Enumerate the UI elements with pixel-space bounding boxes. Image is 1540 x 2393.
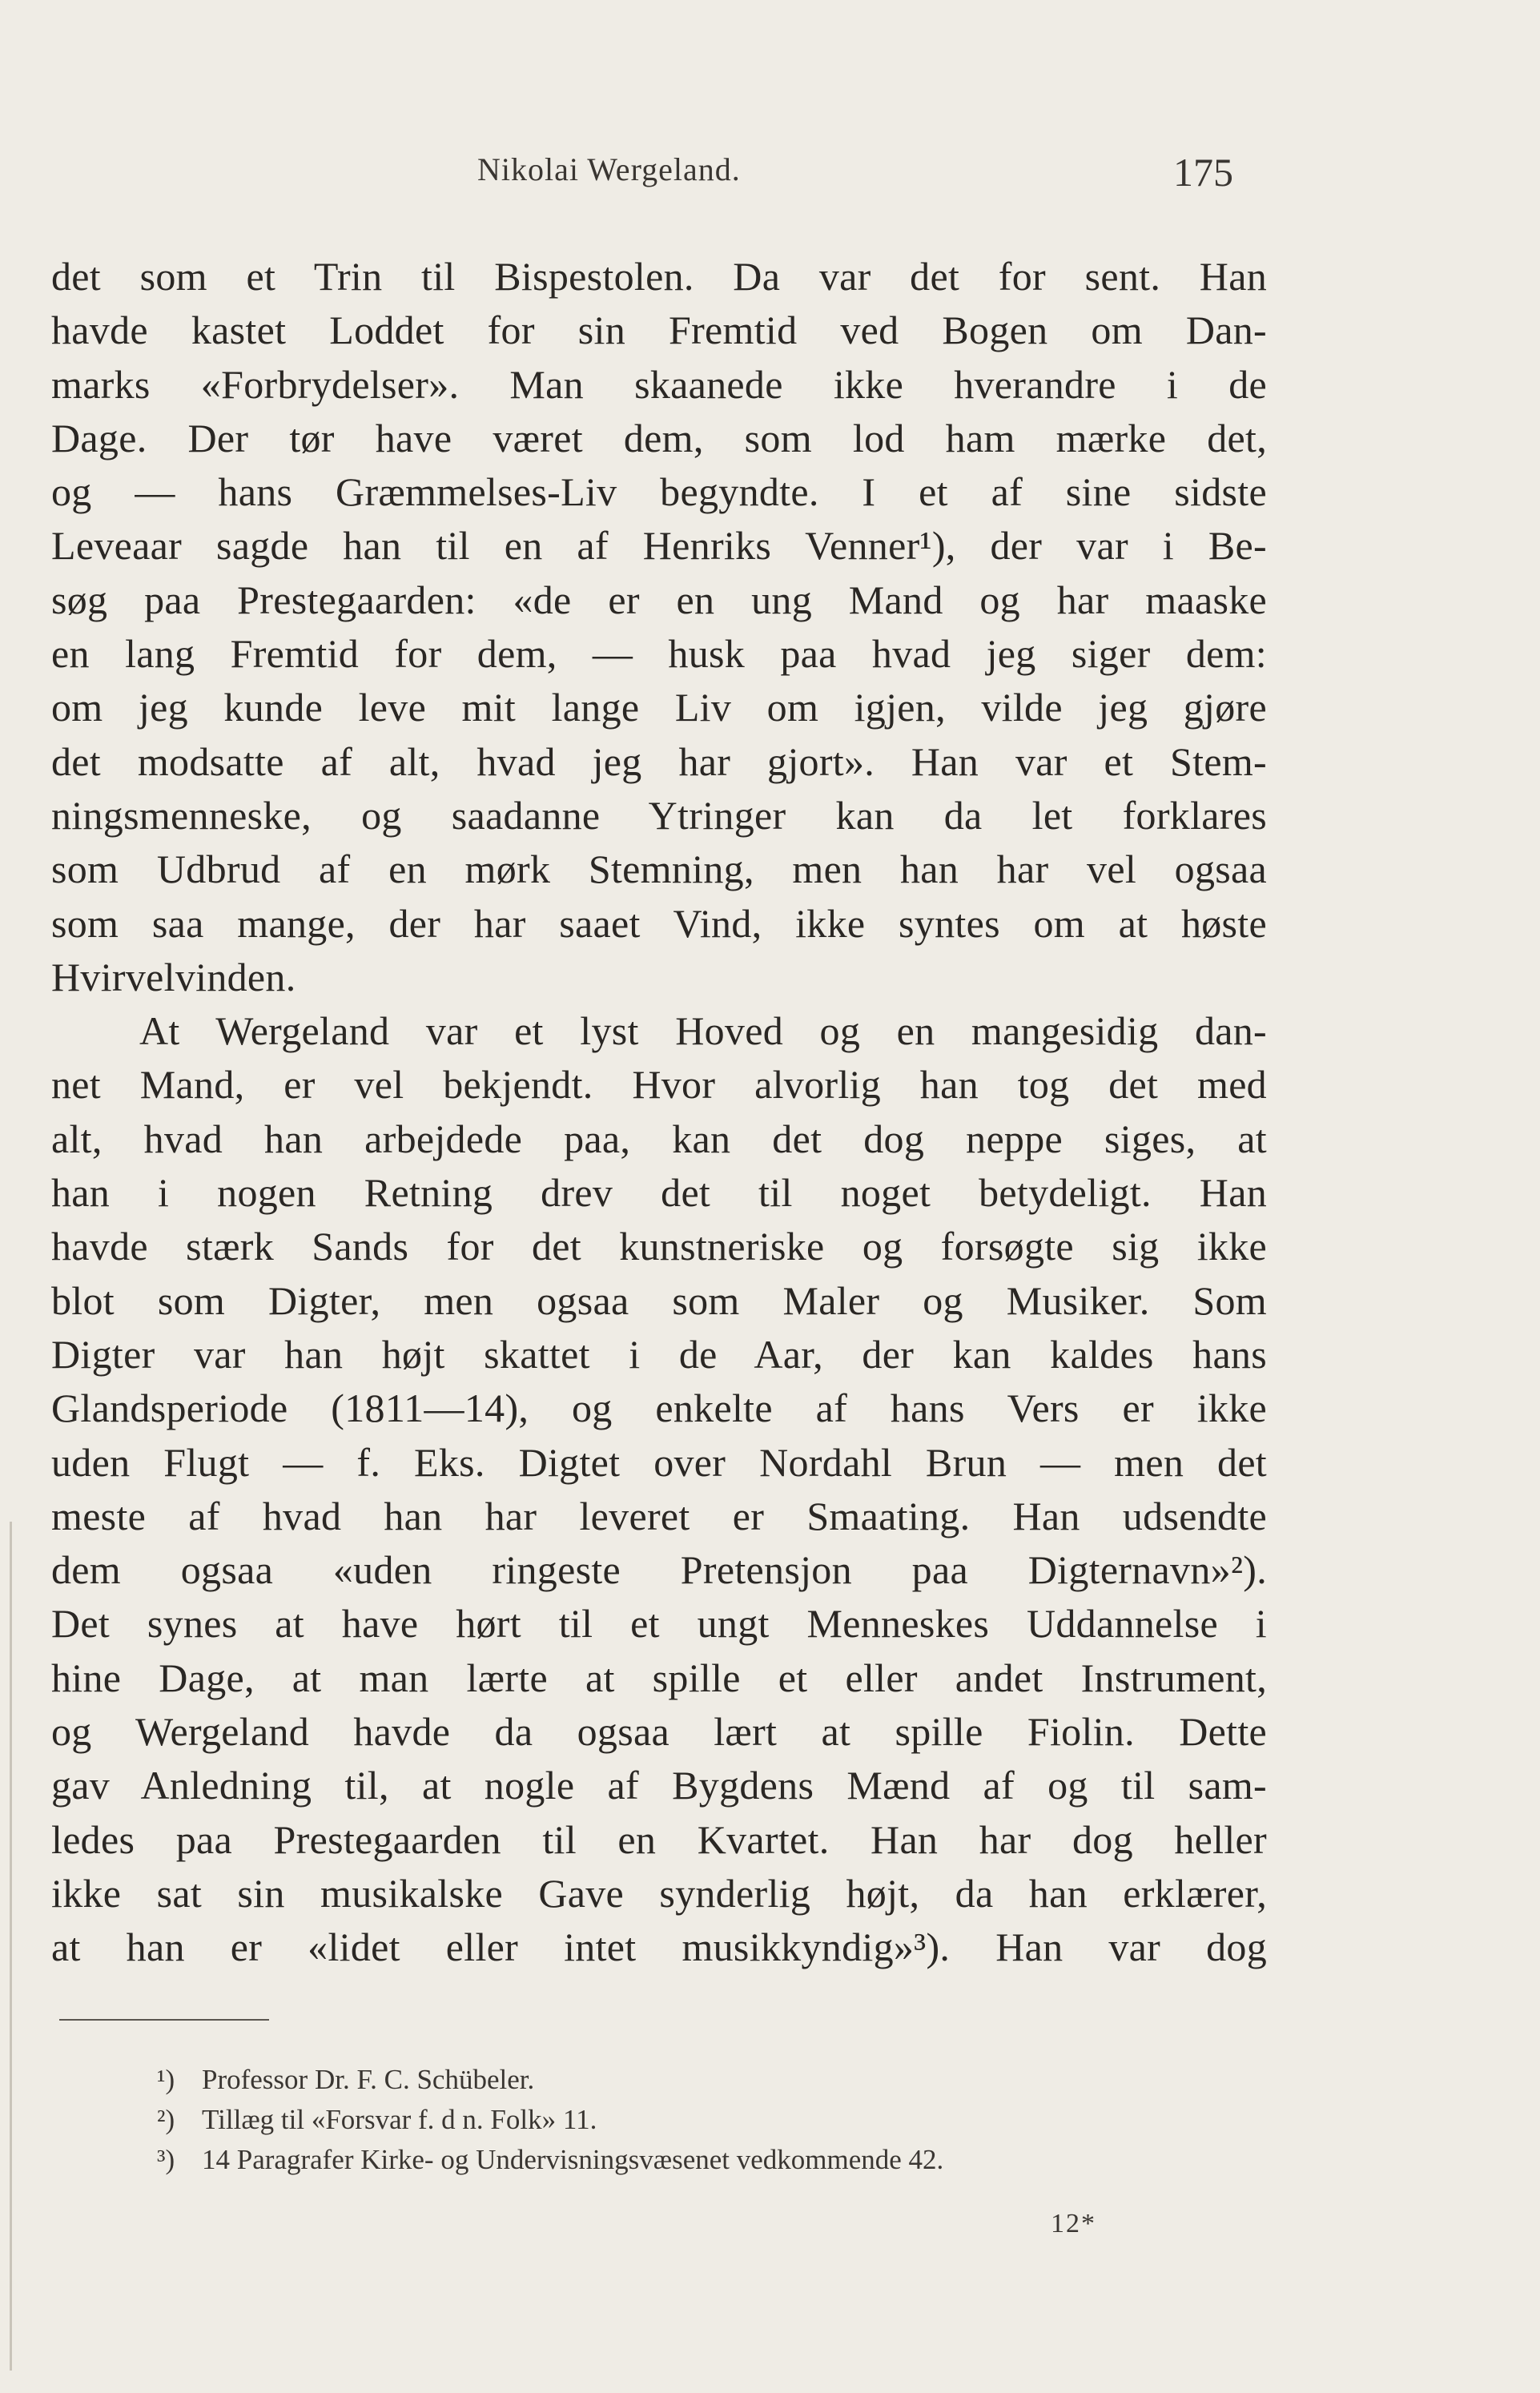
text-line: Glandsperiode (1811—14), og enkelte af hans Vers er ikke (51, 1386, 1267, 1431)
footnote-1 (157, 2060, 1278, 2100)
footnote-2 (157, 2100, 1278, 2140)
footnote-text: Tillæg til «Forsvar f. d n. Folk» 11. (202, 2104, 597, 2135)
page-number: 175 (1173, 150, 1233, 195)
footnote-3 (157, 2140, 1278, 2180)
text-line: Hvirvelvinden. (51, 954, 296, 999)
text-line: dem ogsaa «uden ringeste Pretensjon paa Digternavn»²). (51, 1547, 1267, 1593)
text-line: meste af hvad han har leveret er Smaating. Han udsendte (51, 1493, 1267, 1538)
text-line: gav Anledning til, at nogle af Bygdens Mænd af og til sam- (51, 1763, 1267, 1808)
running-head (0, 144, 1540, 200)
text-line: som Udbrud af en mørk Stemning, men han har vel ogsaa (51, 847, 1267, 892)
text-line: Leveaar sagde han til en af Henriks Venner¹), der var i Be- (51, 523, 1267, 569)
text-line: og Wergeland havde da ogsaa lært at spille Fiolin. Dette (51, 1709, 1267, 1755)
text-line: Dage. Der tør have været dem, som lod ham mærke det, (51, 415, 1267, 461)
footnote-text: 14 Paragrafer Kirke- og Undervisningsvæsenet vedkommende 42. (202, 2144, 944, 2175)
text-line: at han er «lidet eller intet musikkyndig»³). Han var dog (51, 1924, 1267, 1970)
text-line: Det synes at have hørt til et ungt Menneskes Uddannelse i (51, 1601, 1267, 1647)
text-line: en lang Fremtid for dem, — husk paa hvad jeg siger dem: (51, 631, 1267, 677)
running-title: Nikolai Wergeland. (477, 151, 741, 187)
text-line: og — hans Græmmelses-Liv begyndte. I et af sine sidste (51, 469, 1267, 515)
text-line: søg paa Prestegaarden: «de er en ung Mand og har maaske (51, 577, 1267, 622)
footnote-text: Professor Dr. F. C. Schübeler. (202, 2064, 535, 2095)
text-line: ledes paa Prestegaarden til en Kvartet. Han har dog heller (51, 1816, 1267, 1862)
text-line: havde kastet Loddet for sin Fremtid ved Bogen om Dan- (51, 308, 1267, 353)
footnote-marker: ¹) (157, 2064, 175, 2095)
footnote-marker: ³) (157, 2144, 175, 2175)
text-line: om jeg kunde leve mit lange Liv om igjen, vilde jeg gjøre (51, 685, 1267, 730)
text-line: blot som Digter, men ogsaa som Maler og Musiker. Som (51, 1277, 1267, 1323)
body-text (51, 250, 1267, 1975)
signature-mark: 12* (1051, 2209, 1096, 2238)
page-edge-shadow (10, 1522, 12, 2371)
text-line: net Mand, er vel bekjendt. Hvor alvorlig han tog det med (51, 1062, 1267, 1108)
text-line: alt, hvad han arbejdede paa, kan det dog neppe siges, at (51, 1116, 1267, 1161)
paragraph-first-line: At Wergeland var et lyst Hoved og en mangesidig dan- (139, 1008, 1267, 1054)
text-line: ikke sat sin musikalske Gave synderlig højt, da han erklærer, (51, 1870, 1267, 1916)
text-line: havde stærk Sands for det kunstneriske og forsøgte sig ikke (51, 1224, 1267, 1269)
text-line: Digter var han højt skattet i de Aar, der kan kaldes hans (51, 1331, 1267, 1377)
text-line: uden Flugt — f. Eks. Digtet over Nordahl Brun — men det (51, 1439, 1267, 1485)
footnote-marker: ²) (157, 2104, 175, 2135)
footnotes (157, 2060, 1278, 2180)
footnote-divider (59, 2019, 269, 2021)
text-line: marks «Forbrydelser». Man skaanede ikke hverandre i de (51, 361, 1267, 407)
text-line: det modsatte af alt, hvad jeg har gjort». Han var et Stem- (51, 738, 1267, 784)
text-line: han i nogen Retning drev det til noget betydeligt. Han (51, 1170, 1267, 1216)
text-line: det som et Trin til Bispestolen. Da var det for sent. Han (51, 254, 1267, 299)
text-line: ningsmenneske, og saadanne Ytringer kan da let forklares (51, 792, 1267, 838)
text-line: hine Dage, at man lærte at spille et eller andet Instrument, (51, 1655, 1267, 1700)
text-line: som saa mange, der har saaet Vind, ikke syntes om at høste (51, 900, 1267, 946)
